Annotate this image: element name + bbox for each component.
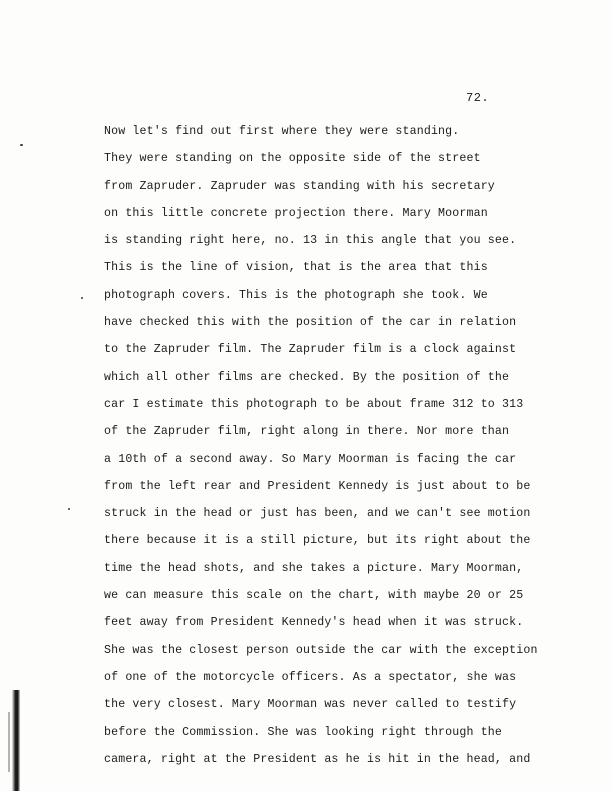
text-line: This is the line of vision, that is the area that this [104, 261, 488, 275]
text-line: is standing right here, no. 13 in this angle that you see. [104, 234, 517, 248]
text-line: photograph covers. This is the photograph she took. We [104, 288, 488, 302]
text-line: struck in the head or just has been, and we can't see motion [104, 507, 531, 521]
text-line: camera, right at the President as he is hit in the head, and [104, 752, 531, 766]
text-line: have checked this with the position of the car in relation [104, 316, 517, 330]
scan-speck [20, 144, 23, 146]
text-line: which all other films are checked. By the position of the [104, 370, 510, 384]
text-line: feet away from President Kennedy's head when it was struck. [104, 616, 524, 630]
text-line: car I estimate this photograph to be about frame 312 to 313 [104, 397, 524, 411]
scan-speck [68, 508, 70, 510]
text-line: of one of the motorcycle officers. As a spectator, she was [104, 670, 517, 684]
text-line: to the Zapruder film. The Zapruder film is a clock against [104, 343, 517, 357]
scan-edge-shadow [12, 690, 20, 791]
text-line: from the left rear and President Kennedy is just about to be [104, 479, 531, 493]
page-number: 72. [466, 91, 490, 105]
transcript-body [104, 118, 584, 773]
scan-speck [81, 297, 83, 299]
text-line: from Zapruder. Zapruder was standing with his secretary [104, 179, 495, 193]
text-line: the very closest. Mary Moorman was never called to testify [104, 698, 517, 712]
text-line: before the Commission. She was looking right through the [104, 725, 503, 739]
text-line: of the Zapruder film, right along in there. Nor more than [104, 425, 510, 439]
text-line: a 10th of a second away. So Mary Moorman is facing the car [104, 452, 517, 466]
text-line: time the head shots, and she takes a picture. Mary Moorman, [104, 561, 524, 575]
text-line: She was the closest person outside the car with the exception [104, 643, 538, 657]
scan-edge-shadow [8, 712, 10, 772]
text-line: Now let's find out first where they were standing. [104, 125, 460, 138]
text-line: there because it is a still picture, but its right about the [104, 534, 531, 548]
text-line: They were standing on the opposite side of the street [104, 152, 481, 166]
text-line: on this little concrete projection there. Mary Moorman [104, 206, 488, 220]
text-line: we can measure this scale on the chart, with maybe 20 or 25 [104, 589, 524, 603]
